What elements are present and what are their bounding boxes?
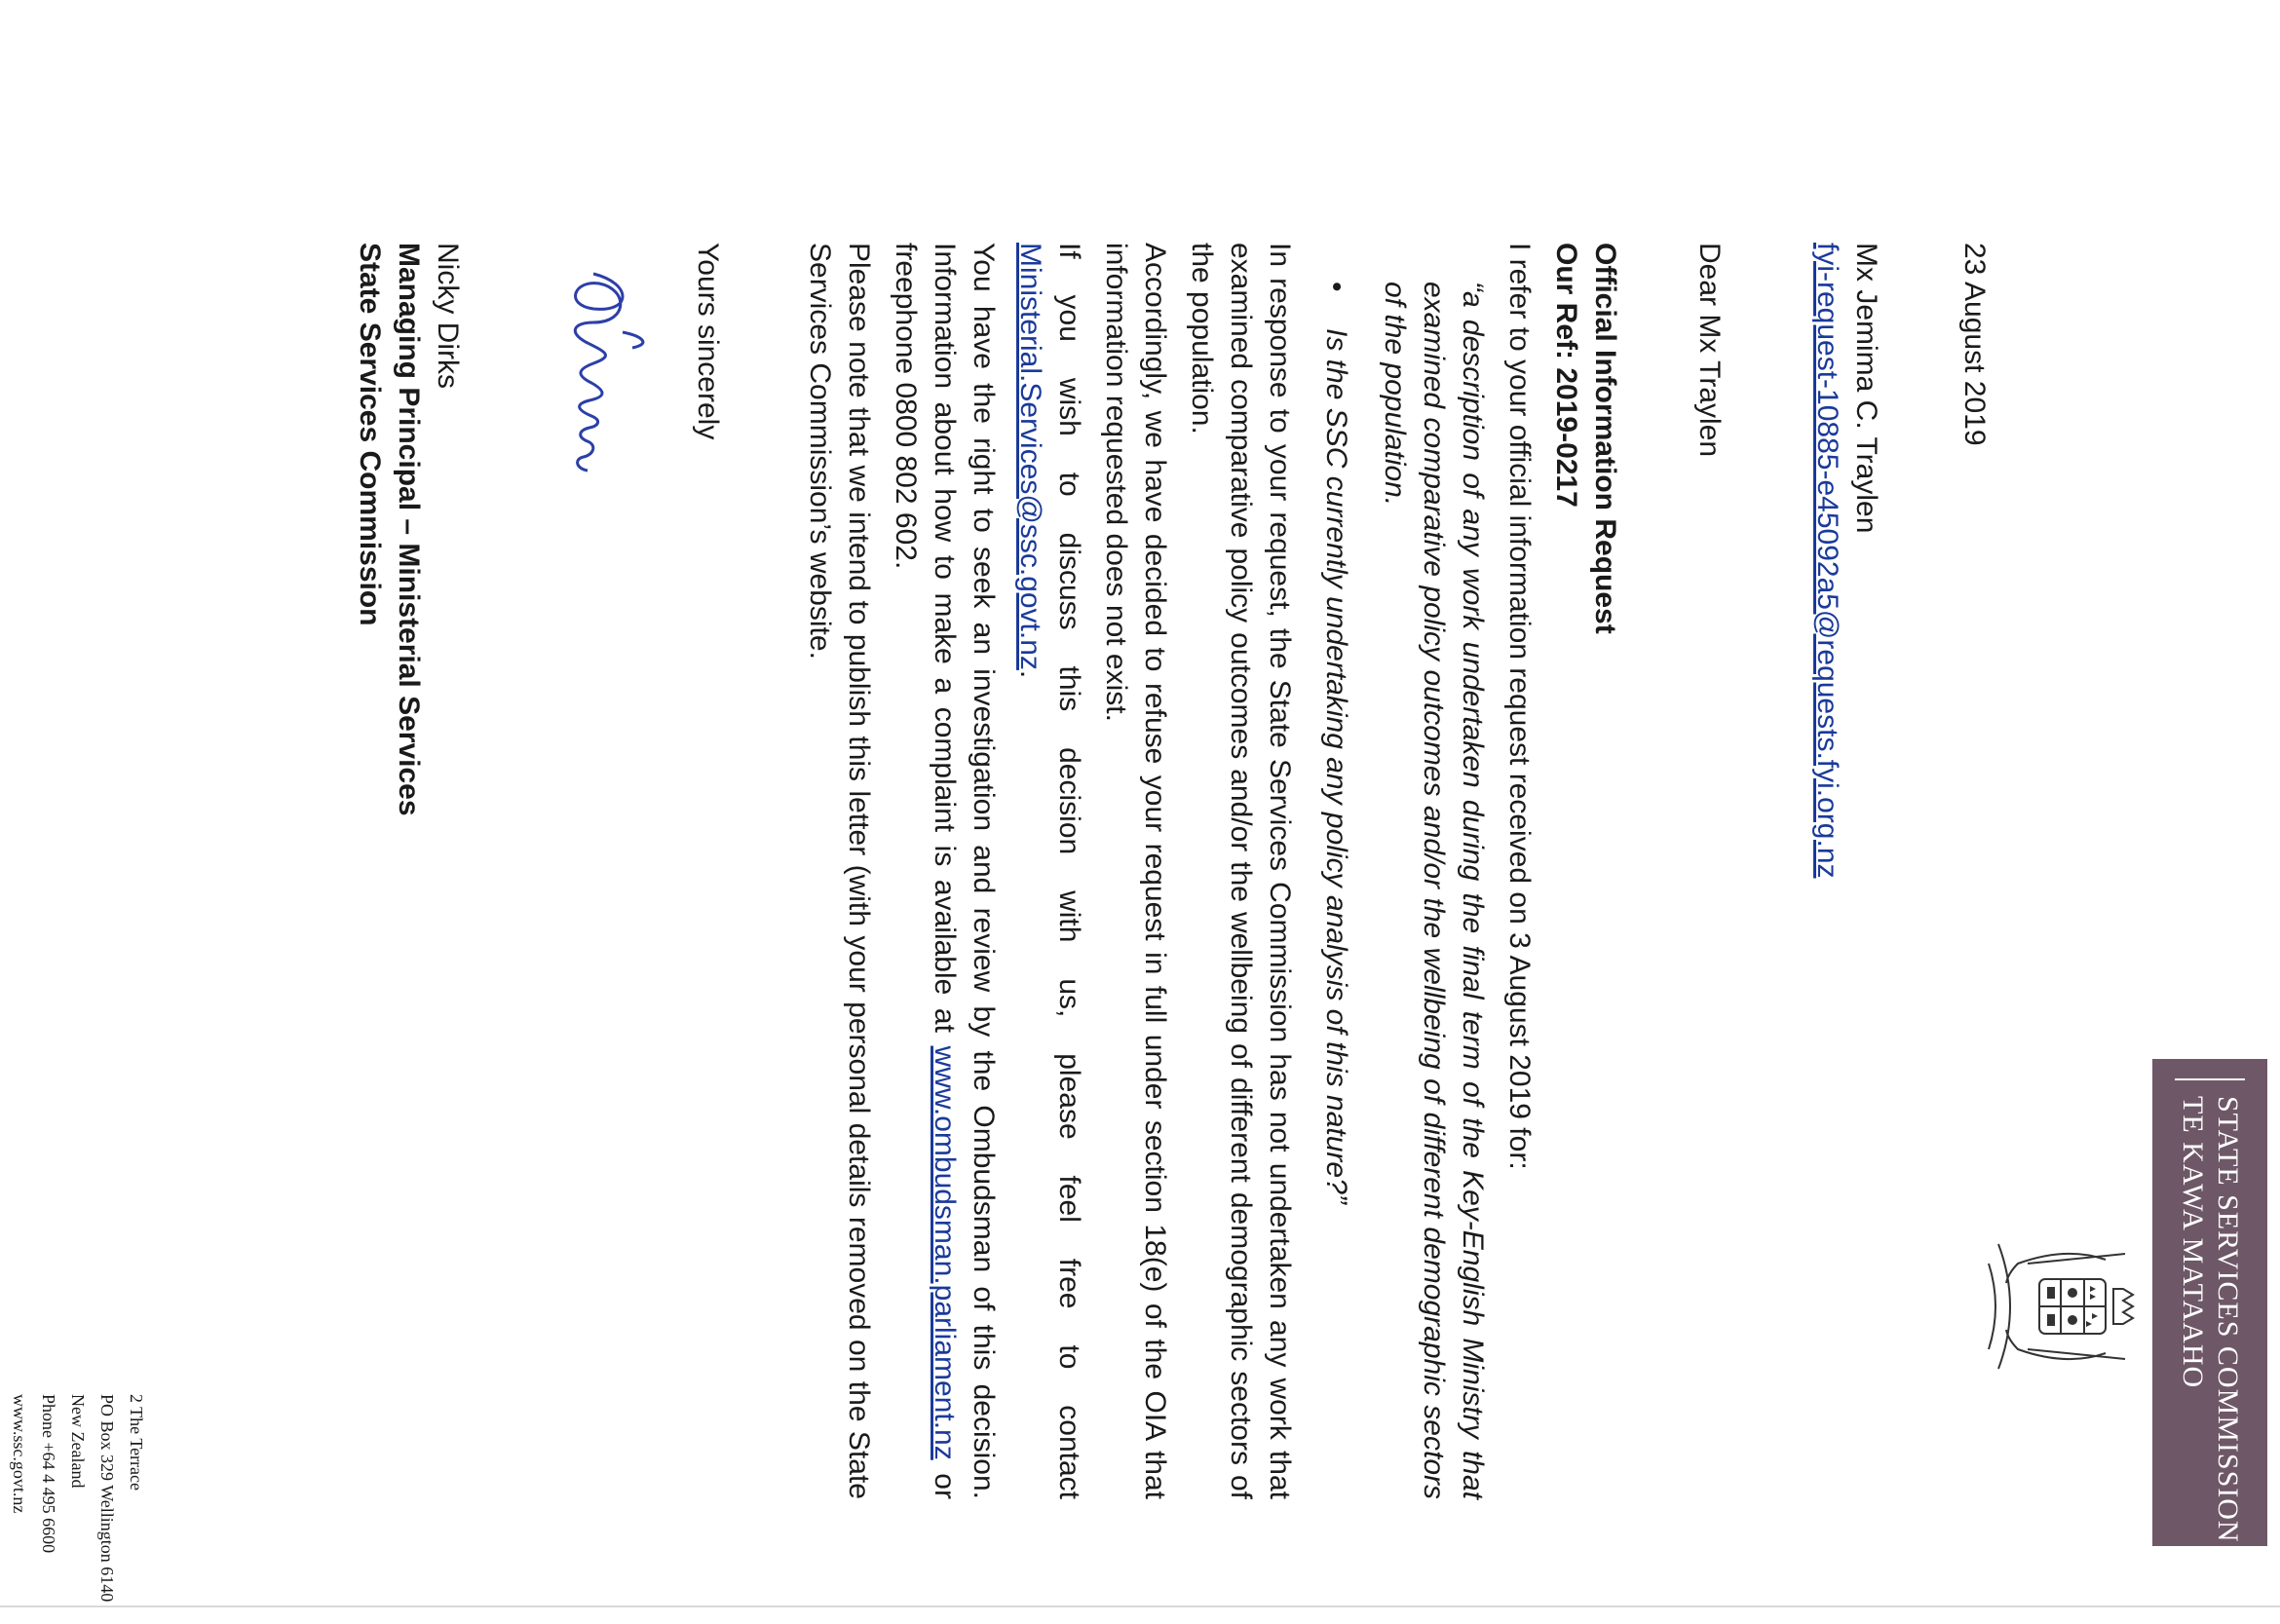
signatory-title: Managing Principal – Ministerial Services <box>393 243 425 816</box>
ministerial-services-email-link[interactable]: Ministerial.Services@ssc.govt.nz <box>1014 243 1046 670</box>
address-block <box>5 1394 151 1602</box>
recipient-name: Mx Jemima C. Traylen <box>1850 243 1882 534</box>
signatory-block <box>350 243 467 816</box>
address-line3: New Zealand <box>68 1394 88 1489</box>
recipient-email-link[interactable]: fyi-request-10885-e45092a5@requests.fyi.org.nz <box>1811 243 1843 879</box>
letter-date: 23 August 2019 <box>1958 243 1991 446</box>
response-paragraph: In response to your request, the State Services Commission has not undertaken any work that examined comparative policy outcomes and/or the wellbeing of different demographic sectors of the population. <box>1186 243 1296 1499</box>
letterhead-line2: TE KAWA MATAAHO <box>2175 1078 2210 1546</box>
coat-of-arms-icon <box>1979 1221 2145 1386</box>
address-website: www.ssc.govt.nz <box>10 1394 29 1514</box>
subject-block <box>1546 243 1624 634</box>
letter-body <box>792 243 1539 1499</box>
salutation: Dear Mx Traylen <box>1693 243 1726 458</box>
letterhead-line1: STATE SERVICES COMMISSION <box>2210 1078 2245 1546</box>
bullet-text: Is the SSC currently undertaking any policy analysis of this nature?” <box>1320 328 1352 1204</box>
subject-title: Official Information Request <box>1589 243 1621 634</box>
closing: Yours sincerely <box>692 243 724 440</box>
publication-paragraph: Please note that we intend to publish this letter (with your personal details removed on the State Services Commission’s website. <box>804 243 875 1499</box>
recipient-block <box>1807 243 1885 879</box>
signature-icon <box>554 264 662 537</box>
address-phone: Phone +64 4 495 6600 <box>39 1394 58 1554</box>
intro-paragraph: I refer to your official information request received on 3 August 2019 for: <box>1503 243 1536 1170</box>
contact-end: . <box>1014 669 1046 679</box>
ombudsman-end: or freephone 0800 802 602. <box>890 243 961 1499</box>
reference-number: Our Ref: 2019-0217 <box>1550 243 1582 508</box>
signatory-organisation: State Services Commission <box>354 243 386 626</box>
request-quote: “a description of any work undertaken during the final term of the Key-English Ministry that examined comparative policy outcomes and/or the wellbeing of different demographic sectors of the population. <box>1379 282 1489 1499</box>
ombudsman-text: You have the right to seek an investigation and review by the Ombudsman of this decision. Information about how to make a complaint is available at <box>929 243 1000 1499</box>
ombudsman-website-link[interactable]: www.ombudsman.parliament.nz <box>929 1045 961 1460</box>
contact-text: If you wish to discuss this decision with us, please feel free to contact <box>1053 243 1085 1499</box>
decision-paragraph: Accordingly, we have decided to refuse your request in full under section 18(e) of the OIA that information requested does not exist. <box>1100 243 1171 1499</box>
signatory-name: Nicky Dirks <box>432 243 464 389</box>
address-line1: 2 The Terrace <box>127 1394 146 1492</box>
contact-paragraph <box>1010 243 1088 1499</box>
ombudsman-paragraph <box>886 243 1003 1499</box>
address-line2: PO Box 329 Wellington 6140 <box>97 1394 117 1603</box>
request-bullet <box>1316 243 1355 1499</box>
bullet-icon: • <box>1320 282 1352 292</box>
letter-page <box>0 13 2267 1624</box>
letterhead-banner <box>2152 1059 2267 1546</box>
